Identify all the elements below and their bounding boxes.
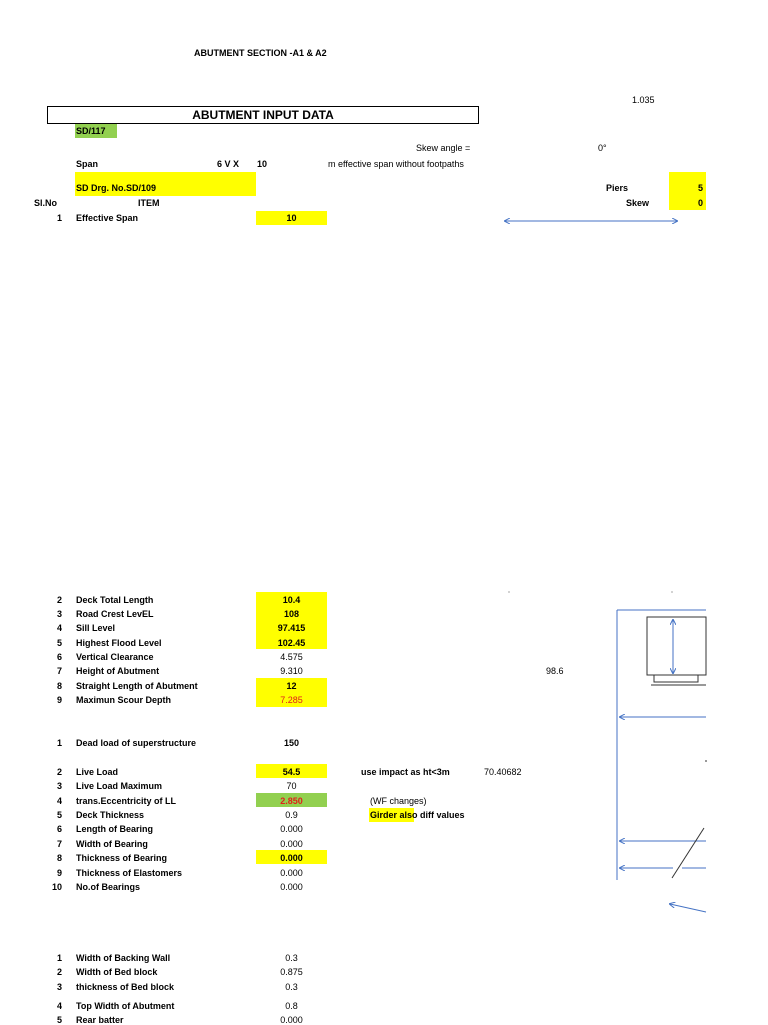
row-value: 54.5: [282, 767, 301, 777]
row-item: Rear batter: [76, 1015, 124, 1025]
row-item: Maximun Scour Depth: [76, 695, 172, 705]
skew-label: Skew: [626, 198, 650, 208]
row-no: 6: [56, 652, 62, 662]
row-no: 8: [56, 681, 62, 691]
row-value: 0.9: [285, 810, 298, 820]
row-value: 0.000: [280, 882, 303, 892]
row-no: 1: [56, 953, 62, 963]
row-value: 102.45: [277, 638, 306, 648]
row-no: 3: [56, 982, 62, 992]
span-multiplier: 6 V X: [217, 159, 240, 169]
col-slno: Sl.No: [34, 198, 58, 208]
row-item: Width of Backing Wall: [76, 953, 171, 963]
row-no: 3: [56, 781, 62, 791]
row-value: 0.3: [285, 953, 298, 963]
row-value: 2.850: [280, 796, 303, 806]
row-value: 0.3: [285, 982, 298, 992]
row-item: Thickness of Bearing: [76, 853, 168, 863]
row-item: Width of Bed block: [76, 967, 158, 977]
row-no: 10: [51, 882, 62, 892]
sd-ref: SD/117: [76, 126, 106, 136]
row-item: Height of Abutment: [76, 666, 160, 676]
row-value: 108: [283, 609, 300, 619]
impact-value: 70.40682: [484, 767, 522, 777]
row-no: 7: [56, 666, 62, 676]
row-no: 8: [56, 853, 62, 863]
row-value: 70: [286, 781, 297, 791]
col-item: ITEM: [138, 198, 160, 208]
row-item: Vertical Clearance: [76, 652, 154, 662]
abutment-outline: [617, 610, 707, 912]
row-value: 7.285: [280, 695, 303, 705]
corner-value: 1.035: [632, 95, 655, 105]
row-value: 10: [286, 213, 297, 223]
row-value: 0.000: [280, 824, 303, 834]
row-value: 4.575: [280, 652, 303, 662]
row-item: Dead load of superstructure: [76, 738, 197, 748]
row-item: No.of Bearings: [76, 882, 141, 892]
row-no: 1: [56, 213, 62, 223]
row-value: 0.000: [280, 1015, 303, 1025]
row-value: 0.8: [285, 1001, 298, 1011]
row-no: 2: [56, 967, 62, 977]
row-item: thickness of Bed block: [76, 982, 175, 992]
span-label: Span: [76, 159, 99, 169]
row-item: Length of Bearing: [76, 824, 153, 834]
row-value: 0.000: [280, 868, 303, 878]
piers-label: Piers: [606, 183, 629, 193]
row-no: 1: [56, 738, 62, 748]
row-item: Deck Thickness: [76, 810, 145, 820]
dot-marks: [508, 591, 672, 592]
row-item: Deck Total Length: [76, 595, 154, 605]
row-item: Width of Bearing: [76, 839, 148, 849]
row-item: trans.Eccentricity of LL: [76, 796, 177, 806]
row-no: 2: [56, 595, 62, 605]
row-item: Straight Length of Abutment: [76, 681, 198, 691]
row-item: Effective Span: [76, 213, 139, 223]
row-item: Road Crest LevEL: [76, 609, 154, 619]
row-no: 5: [56, 1015, 62, 1025]
span-note: m effective span without footpaths: [328, 159, 464, 169]
skew-angle-value: 0°: [598, 143, 607, 153]
section-title: ABUTMENT SECTION -A1 & A2: [194, 48, 327, 58]
row-no: 5: [56, 638, 62, 648]
row-no: 9: [56, 868, 62, 878]
row-value: 0.000: [280, 839, 303, 849]
wf-note: (WF changes): [370, 796, 427, 806]
row-no: 2: [56, 767, 62, 777]
row-no: 9: [56, 695, 62, 705]
row-item: Top Width of Abutment: [76, 1001, 175, 1011]
row-value: 9.310: [280, 666, 303, 676]
row-no: 7: [56, 839, 62, 849]
row-item: Sill Level: [76, 623, 116, 633]
row-item: Highest Flood Level: [76, 638, 162, 648]
skew-angle-label: Skew angle =: [416, 143, 471, 153]
row-no: 6: [56, 824, 62, 834]
row-value: 0.000: [280, 853, 303, 863]
drawing-no: SD Drg. No.SD/109: [76, 183, 157, 193]
row-value: 150: [283, 738, 300, 748]
row-no: 4: [56, 796, 62, 806]
row-value: 12: [286, 681, 297, 691]
row-no: 4: [56, 1001, 62, 1011]
row-no: 3: [56, 609, 62, 619]
row-value: 97.415: [277, 623, 306, 633]
girder-note: Girder also diff values: [370, 810, 465, 820]
span-value: 10: [257, 159, 268, 169]
row-no: 5: [56, 810, 62, 820]
impact-note: use impact as ht<3m: [361, 767, 450, 777]
row-item: Live Load: [76, 767, 119, 777]
row-item: Live Load Maximum: [76, 781, 163, 791]
row-item: Thickness of Elastomers: [76, 868, 183, 878]
row-value: 10.4: [282, 595, 301, 605]
row-value: 0.875: [280, 967, 303, 977]
input-data-title: ABUTMENT INPUT DATA: [47, 106, 479, 124]
side-value: 98.6: [546, 666, 564, 676]
row-no: 4: [56, 623, 62, 633]
skew-value: 0: [697, 198, 703, 208]
piers-value: 5: [697, 183, 703, 193]
